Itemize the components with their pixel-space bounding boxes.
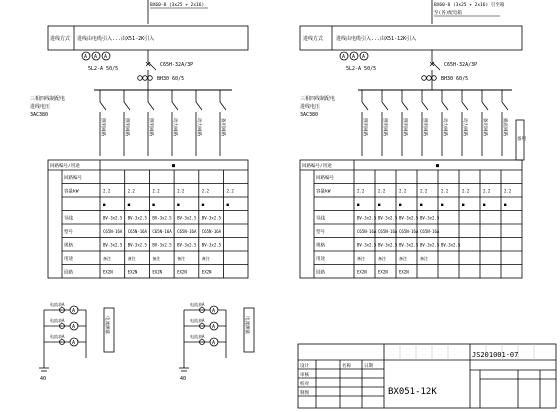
title-row-draw: 制图 — [300, 391, 309, 396]
right-table-header-mark: ■ — [436, 163, 440, 169]
left-table-cell-4-1: C65N-16A — [127, 229, 147, 234]
left-table-cell-7-4: EX2N — [201, 269, 212, 275]
right-table-row-label-0: 回路编号 — [316, 176, 334, 181]
right-branch-label-1: 照明回路 — [382, 118, 387, 136]
right-table-cell-5-0: BV-3x2.5 — [357, 242, 377, 248]
left-table-row-label-1: 容量kW — [64, 189, 79, 195]
left-branch-label-0: 照明回路 — [100, 118, 105, 136]
right-feeder-label2: 至(各)配电箱 — [434, 11, 462, 16]
meter-right-meter-label-1: 电流表A — [190, 318, 205, 323]
left-table-cell-2-2: ■ — [152, 202, 155, 207]
right-table-cell-1-6: 2.2 — [483, 188, 491, 194]
right-ct-label: 5L2-A 50/5 — [346, 66, 377, 72]
right-branch-label-7: 插座回路 — [502, 118, 507, 136]
left-table-cell-3-0: BV-3x2.5 — [103, 215, 123, 221]
right-table-cell-1-5: 2.2 — [462, 188, 470, 194]
right-table-cell-6-0: 备注 — [357, 256, 365, 261]
meter-right-meter-label-0: 电流表A — [190, 302, 205, 307]
left-ct-label: 5L2-A 50/5 — [88, 66, 119, 72]
right-side-note-1: 三相四线制配电 — [300, 96, 336, 102]
left-table-header-label: 回路编号/用途 — [50, 164, 80, 169]
right-main-breaker-label: C65H-32A/3P — [444, 62, 478, 68]
left-table-row-label-3: 导线 — [64, 216, 73, 222]
left-table-cell-3-1: BV-3x2.5 — [127, 215, 147, 221]
left-table-cell-6-1: 备注 — [127, 256, 136, 261]
left-table-cell-2-4: ■ — [201, 202, 205, 207]
title-col-date: 日期 — [364, 364, 373, 369]
left-meter-symbol-a: A — [84, 54, 88, 60]
right-table-cell-6-2: 备注 — [399, 256, 407, 261]
left-header-cell: 进线方式 — [50, 36, 71, 42]
right-table-cell-1-2: 2.2 — [399, 188, 407, 194]
right-table-cell-5-4: BV-3x2.5 — [441, 242, 461, 248]
right-table-row-label-3: 导线 — [316, 216, 325, 222]
left-table-cell-1-3: 2.2 — [177, 188, 185, 194]
meter-left-ammeter-symbol-0: A — [72, 308, 76, 314]
left-table-cell-6-4: 备注 — [201, 256, 210, 261]
right-table-row-label-5: 规格 — [316, 243, 325, 249]
left-table-cell-2-0: ■ — [103, 202, 106, 207]
left-table-cell-7-3: EX2N — [177, 269, 187, 275]
right-meter-symbol-b: A — [352, 54, 356, 60]
left-meter-symbol-b: A — [94, 54, 98, 60]
left-table-cell-6-2: 备注 — [152, 256, 161, 261]
right-table-row-label-7: 回路 — [316, 270, 325, 276]
right-table-cell-5-1: BV-3x2.5 — [378, 242, 398, 248]
right-table-cell-4-2: C65N-16A — [399, 229, 419, 234]
left-header-desc: 进线由电缆引入...由X51-2K引入 — [77, 36, 155, 42]
left-branch-label-4: 动力回路 — [196, 118, 201, 136]
left-side-note-2: 进线电压 — [30, 104, 51, 110]
left-table-row-label-7: 回路 — [64, 270, 73, 276]
right-table-cell-3-2: BV-3x2.5 — [399, 215, 419, 221]
right-table-row-label-4: 型号 — [316, 230, 325, 235]
left-table-cell-3-4: BV-3x2.5 — [201, 215, 222, 221]
right-branch-label-3: 照明回路 — [422, 118, 427, 136]
left-branch-label-3: 动力回路 — [172, 118, 177, 136]
right-feeder-label: BX60-8 (3x25 + 2x16) 引至箱 — [434, 3, 505, 8]
right-table-cell-1-4: 2.2 — [441, 188, 449, 194]
left-table-cell-1-2: 2.2 — [152, 188, 160, 194]
meter-right-ground-label: 40 — [180, 376, 187, 382]
right-table-cell-2-7: ■ — [504, 202, 507, 207]
left-feeder-label: BX60-8 (3x25 + 2x16) — [150, 3, 205, 8]
right-table-header-label: 回路编号/用途 — [302, 164, 332, 169]
right-bus-label: BH30 60/5 — [441, 76, 469, 82]
left-table-cell-7-0: EX2N — [103, 269, 113, 275]
right-branch-label-5: 动力回路 — [462, 118, 467, 136]
right-table-cell-1-3: 2.2 — [420, 188, 428, 194]
right-table-cell-1-7: 2.2 — [504, 188, 512, 194]
left-table-cell-1-1: 2.2 — [127, 188, 135, 194]
right-table-cell-2-3: ■ — [420, 202, 423, 207]
left-table-cell-4-4: C65N-16A — [201, 229, 222, 234]
left-meter-symbol-c: A — [104, 54, 108, 60]
left-table-cell-4-3: C65N-16A — [177, 229, 197, 234]
right-table-cell-2-4: ■ — [441, 202, 444, 207]
right-table-cell-2-5: ■ — [462, 202, 465, 207]
left-table-row-label-4: 型号 — [64, 230, 73, 235]
right-side-note-2: 进线电压 — [300, 104, 321, 110]
right-branch-label-0: 照明回路 — [362, 118, 367, 136]
drawing-title: BX051-12K — [388, 387, 437, 397]
right-side-note-3: 3AC380 — [300, 112, 319, 118]
right-meter-symbol-a: A — [342, 54, 346, 60]
right-meter-symbol-c: A — [362, 54, 366, 60]
right-table-cell-3-1: BV-3x2.5 — [378, 215, 398, 221]
meter-left-ground-label: 40 — [40, 376, 47, 382]
meter-left-ammeter-symbol-2: A — [72, 340, 76, 346]
left-table-cell-5-3: BV-3x2.5 — [177, 242, 197, 248]
left-table-cell-1-4: 2.2 — [201, 188, 210, 194]
meter-left-side-box-label: 电流测量 — [104, 316, 109, 334]
meter-right-meter-label-2: 电流表A — [190, 334, 205, 339]
left-table-cell-5-0: BV-3x2.5 — [103, 242, 123, 248]
meter-left-meter-label-2: 电流表A — [50, 334, 65, 339]
left-table-row-label-6: 用途 — [64, 257, 73, 262]
right-table-cell-2-0: ■ — [357, 202, 360, 207]
left-table-cell-2-5: ■ — [226, 202, 229, 207]
right-table-cell-4-0: C65N-16A — [357, 229, 377, 234]
right-header-desc: 进线由电缆引入...由X51-12K引入 — [336, 36, 417, 42]
right-table-cell-7-0: EX2N — [357, 269, 367, 275]
right-table-cell-4-1: C65N-16A — [378, 229, 398, 234]
right-table-cell-4-3: C65N-16A — [420, 229, 440, 234]
left-bus-label: BH30 60/5 — [157, 76, 185, 82]
left-table-cell-2-1: ■ — [127, 202, 131, 207]
title-col-name: 名称 — [342, 364, 351, 369]
right-table-cell-3-0: BV-3x2.5 — [357, 215, 377, 221]
left-table-cell-5-1: BV-3x2.5 — [127, 242, 147, 248]
left-table-row-label-0: 回路编号 — [64, 176, 82, 181]
title-row-review: 审核 — [300, 373, 309, 378]
left-table-header-mark: ■ — [172, 163, 176, 169]
left-side-note-3: 3AC380 — [30, 112, 49, 118]
right-table-cell-1-0: 2.2 — [357, 188, 365, 194]
left-table-cell-6-0: 备注 — [103, 256, 111, 261]
left-branch-label-2: 照明回路 — [148, 118, 153, 136]
left-branch-label-1: 照明回路 — [124, 118, 129, 136]
left-table-cell-1-5: 2.2 — [226, 188, 234, 194]
meter-left-meter-label-1: 电流表A — [50, 318, 65, 323]
left-table-cell-3-2: BV-3x2.5 — [152, 215, 172, 221]
right-table-row-label-6: 用途 — [316, 257, 325, 262]
meter-right-ammeter-symbol-0: A — [212, 308, 216, 314]
right-table-cell-3-3: BV-3x2.5 — [420, 215, 440, 221]
meter-left-ammeter-symbol-1: A — [72, 324, 76, 330]
left-table-row-label-5: 规格 — [64, 243, 73, 249]
left-table-cell-3-3: BV-3x2.5 — [177, 215, 197, 221]
left-branch-label-5: 备用回路 — [220, 118, 225, 136]
left-side-note-1: 三相四线制配电 — [30, 96, 66, 102]
left-table-cell-4-2: C65N-16A — [152, 229, 172, 234]
right-table-cell-7-1: EX2N — [378, 269, 388, 275]
left-table-cell-5-4: BV-3x2.5 — [201, 242, 222, 248]
drawing-number: JS201001-07 — [472, 351, 519, 359]
left-table-cell-2-3: ■ — [177, 202, 180, 207]
left-main-breaker-label: C65H-32A/3P — [160, 62, 194, 68]
right-table-cell-1-1: 2.2 — [378, 188, 386, 194]
left-table-cell-5-2: BV-3x2.5 — [152, 242, 172, 248]
meter-right-ammeter-symbol-2: A — [212, 340, 216, 346]
meter-right-ammeter-symbol-1: A — [212, 324, 216, 330]
right-branch-label-6: 备用回路 — [482, 118, 487, 136]
right-table-cell-7-2: EX2N — [399, 269, 409, 275]
right-branch-label-2: 照明回路 — [402, 118, 407, 136]
right-table-cell-5-2: BV-3x2.5 — [399, 242, 419, 248]
right-table-cell-5-3: BV-3x2.5 — [420, 242, 440, 248]
right-table-row-label-1: 容量kW — [316, 189, 331, 195]
left-table-cell-6-3: 备注 — [177, 256, 186, 261]
right-table-cell-6-1: 备注 — [378, 256, 386, 261]
meter-right-side-box-label: 电流测量 — [244, 316, 249, 334]
right-branch-label-4: 动力回路 — [442, 118, 447, 136]
right-extra-box-label: 备用 — [517, 137, 526, 142]
left-table-cell-7-2: EX2N — [152, 269, 163, 275]
left-table-cell-4-0: C65N-16A — [103, 229, 123, 234]
left-table-cell-7-1: EX2N — [127, 269, 138, 275]
title-row-check: 校对 — [300, 382, 309, 387]
right-table-cell-2-6: ■ — [483, 202, 486, 207]
right-table-cell-2-2: ■ — [399, 202, 402, 207]
right-table-cell-6-3: 备注 — [420, 256, 428, 261]
title-row-design: 设计 — [300, 364, 309, 369]
meter-left-meter-label-0: 电流表A — [50, 302, 65, 307]
right-table-cell-2-1: ■ — [378, 202, 381, 207]
right-header-cell: 进线方式 — [303, 36, 324, 42]
left-table-cell-1-0: 2.2 — [103, 188, 111, 194]
